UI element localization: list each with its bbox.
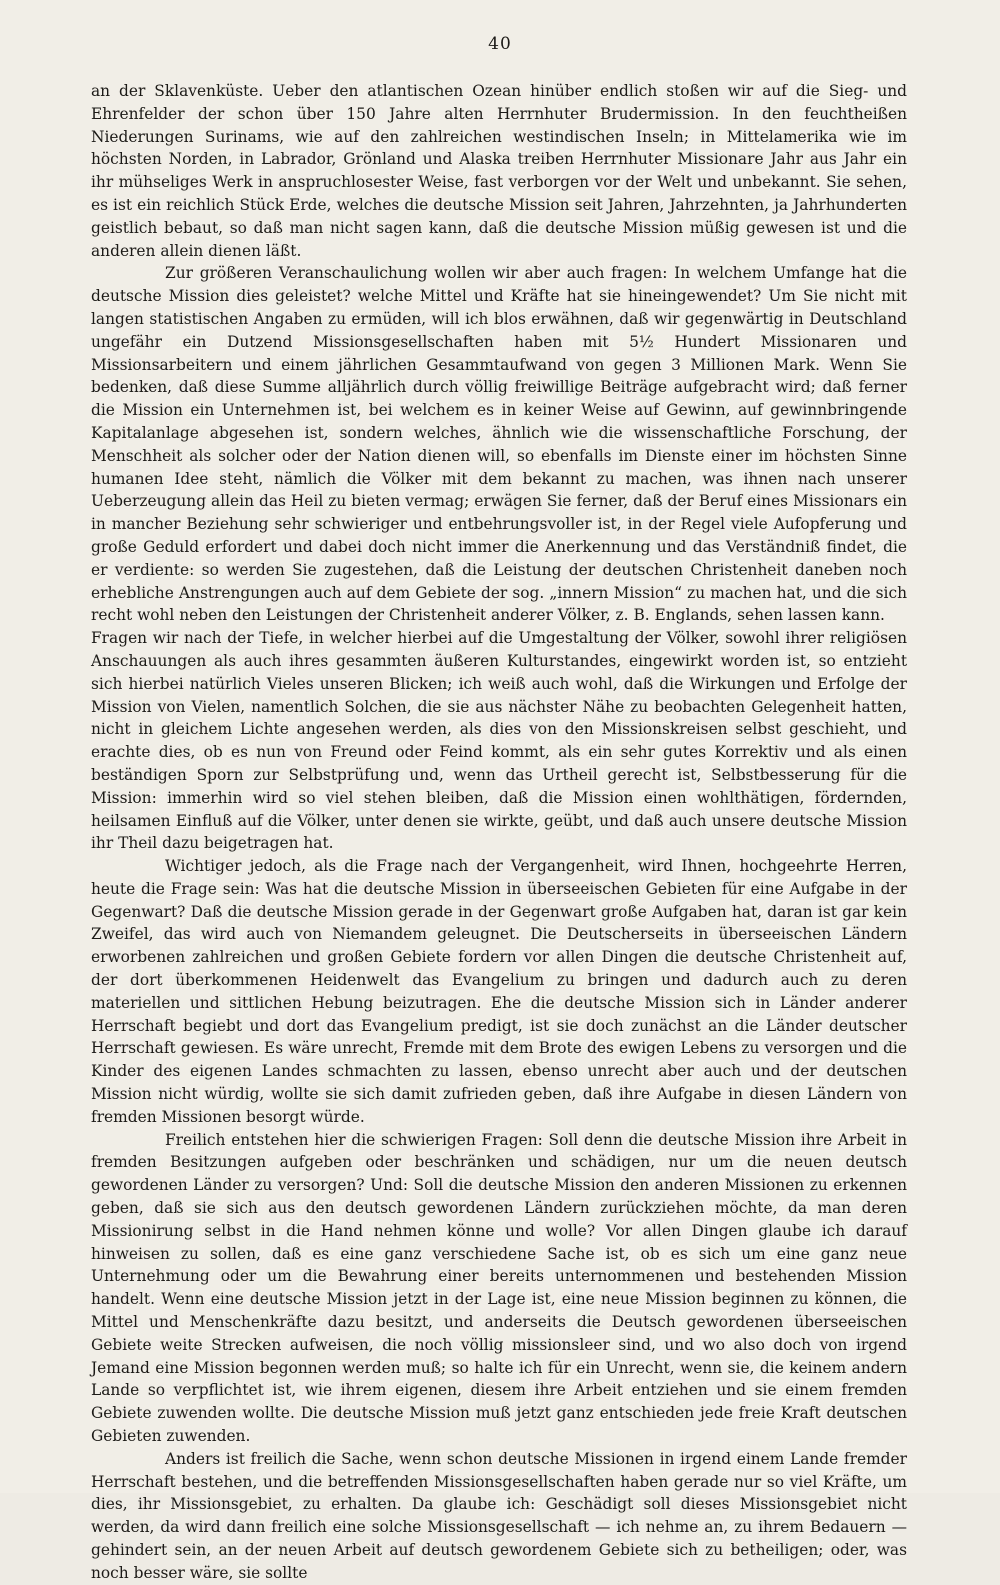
paragraph: Anders ist freilich die Sache, wenn schon deutsche Missionen in irgend einem Lande fremder Herrschaft bestehen, und die betreffenden Missionsgesellschaften haben gerade nur so viel Kräfte, um dies, ihr Missionsgebiet, zu erhalten. Da glaube ich: Geschädigt soll dieses Missionsgebiet nicht werden, da wird dann freilich eine solche Missionsgesellschaft — ich nehme an, zu ihrem Bedauern — gehindert sein, an der neuen Arbeit auf deutsch gewordenem Gebiete sich zu betheiligen; oder, was noch besser wäre, sie sollte <box>91 1449 907 1582</box>
page-number: 40 <box>488 34 512 54</box>
paragraph: Freilich entstehen hier die schwierigen Fragen: Soll denn die deutsche Mission ihre Arbeit in fremden Besitzungen aufgeben oder beschränken und schädigen, nur um die neuen deutsch gewordenen Länder zu versorgen? Und: Soll die deutsche Mission den anderen Missionen zu erkennen geben, daß sie sich aus den deutsch gewordenen Ländern zurückziehen möchte, da man deren Missionirung selbst in die Hand nehmen könne und wolle? Vor allen Dingen glaube ich darauf hinweisen zu sollen, daß es eine ganz verschiedene Sache ist, ob es sich um eine ganz neue Unternehmung oder um die Bewahrung einer bereits unternommenen und bestehenden Mission handelt. Wenn eine deutsche Mission jetzt in der Lage ist, eine neue Mission beginnen zu können, die Mittel und Menschenkräfte dazu besitzt, und anderseits die Deutsch gewordenen überseeischen Gebiete weite Strecken aufweisen, die noch völlig missionsleer sind, und wo also doch von irgend Jemand eine Mission begonnen werden muß; so halte ich für ein Unrecht, wenn sie, die keinem andern Lande so verpflichtet ist, wie ihrem eigenen, diesem ihre Arbeit entziehen und sie einem fremden Gebiete zuwenden wollte. Die deutsche Mission muß jetzt ganz entschieden jede freie Kraft deutschen Gebieten zuwenden. <box>91 1130 907 1446</box>
body-text <box>91 80 907 1585</box>
paragraph: Zur größeren Veranschaulichung wollen wir aber auch fragen: In welchem Umfange hat die deutsche Mission dies geleistet? welche Mittel und Kräfte hat sie hineingewendet? Um Sie nicht mit langen statistischen Angaben zu ermüden, will ich blos erwähnen, daß wir gegenwärtig in Deutschland ungefähr ein Dutzend Missionsgesellschaften haben mit 5½ Hundert Missionaren und Missionsarbeitern und einem jährlichen Gesammtaufwand von gegen 3 Millionen Mark. Wenn Sie bedenken, daß diese Summe alljährlich durch völlig freiwillige Beiträge aufgebracht wird; daß ferner die Mission ein Unternehmen ist, bei welchem es in keiner Weise auf Gewinn, auf gewinnbringende Kapitalanlage abgesehen ist, sondern welches, ähnlich wie die wissenschaftliche Forschung, der Menschheit als solcher oder der Nation dienen will, so ebenfalls im Dienste einer im höchsten Sinne humanen Idee steht, nämlich die Völker mit dem bekannt zu machen, was ihnen nach unserer Ueberzeugung allein das Heil zu bieten vermag; erwägen Sie ferner, daß der Beruf eines Missionars ein in mancher Beziehung sehr schwieriger und entbehrungsvoller ist, in der Regel viele Aufopferung und große Geduld erfordert und dabei doch nicht immer die Anerkennung und das Verständniß findet, die er verdiente: so werden Sie zugestehen, daß die Leistung der deutschen Christenheit daneben noch erhebliche Anstrengungen auch auf dem Gebiete der sog. „innern Mission“ zu machen hat, und die sich recht wohl neben den Leistungen der Christenheit anderer Völker, z. B. Englands, sehen lassen kann. <box>91 264 907 625</box>
paragraph: Wichtiger jedoch, als die Frage nach der Vergangenheit, wird Ihnen, hochgeehrte Herren, heute die Frage sein: Was hat die deutsche Mission in überseeischen Gebieten für eine Aufgabe in der Gegenwart? Daß die deutsche Mission gerade in der Gegenwart große Aufgaben hat, daran ist gar kein Zweifel, das wird auch von Niemandem geleugnet. Die Deutscherseits in überseeischen Ländern erworbenen zahlreichen und großen Gebiete fordern vor allen Dingen die deutsche Christenheit auf, der dort überkommenen Heidenwelt das Evangelium zu bringen und dadurch auch zu deren materiellen und sittlichen Hebung beizutragen. Ehe die deutsche Mission sich in Länder anderer Herrschaft begiebt und dort das Evangelium predigt, ist sie doch zunächst an die Länder deutscher Herrschaft gewiesen. Es wäre unrecht, Fremde mit dem Brote des ewigen Lebens zu versorgen und die Kinder des eigenen Landes schmachten zu lassen, ebenso unrecht aber auch und der deutschen Mission nicht würdig, wollte sie sich damit zufrieden geben, daß ihre Aufgabe in diesen Ländern von fremden Missionen besorgt würde. <box>91 857 907 1126</box>
paragraph: an der Sklavenküste. Ueber den atlantischen Ozean hinüber endlich stoßen wir auf die Sieg- und Ehrenfelder der schon über 150 Jahre alten Herrnhuter Brudermission. In den feuchtheißen Niederungen Surinams, wie auf den zahlreichen westindischen Inseln; in Mittelamerika wie im höchsten Norden, in Labrador, Grönland und Alaska treiben Herrnhuter Missionare Jahr aus Jahr ein ihr mühseliges Werk in anspruchlosester Weise, fast verborgen vor der Welt und unbekannt. Sie sehen, es ist ein reichlich Stück Erde, welches die deutsche Mission seit Jahren, Jahrzehnten, ja Jahrhunderten geistlich bebaut, so daß man nicht sagen kann, daß die deutsche Mission müßig gewesen ist und die anderen allein dienen läßt. <box>91 82 907 260</box>
paragraph: Fragen wir nach der Tiefe, in welcher hierbei auf die Umgestaltung der Völker, sowohl ihrer religiösen Anschauungen als auch ihres gesammten äußeren Kulturstandes, eingewirkt worden ist, so entzieht sich hierbei natürlich Vieles unseren Blicken; ich weiß auch wohl, daß die Wirkungen und Erfolge der Mission von Vielen, namentlich Solchen, die sie aus nächster Nähe zu beobachten Gelegenheit hatten, nicht in gleichem Lichte angesehen werden, als dies von den Missionskreisen selbst geschieht, und erachte dies, ob es nun von Freund oder Feind kommt, als ein sehr gutes Korrektiv und als einen beständigen Sporn zur Selbstprüfung und, wenn das Urtheil gerecht ist, Selbstbesserung für die Mission: immerhin wird so viel stehen bleiben, daß die Mission einen wohlthätigen, fördernden, heilsamen Einfluß auf die Völker, unter denen sie wirkte, geübt, und daß auch unsere deutsche Mission ihr Theil dazu beigetragen hat. <box>91 629 907 853</box>
